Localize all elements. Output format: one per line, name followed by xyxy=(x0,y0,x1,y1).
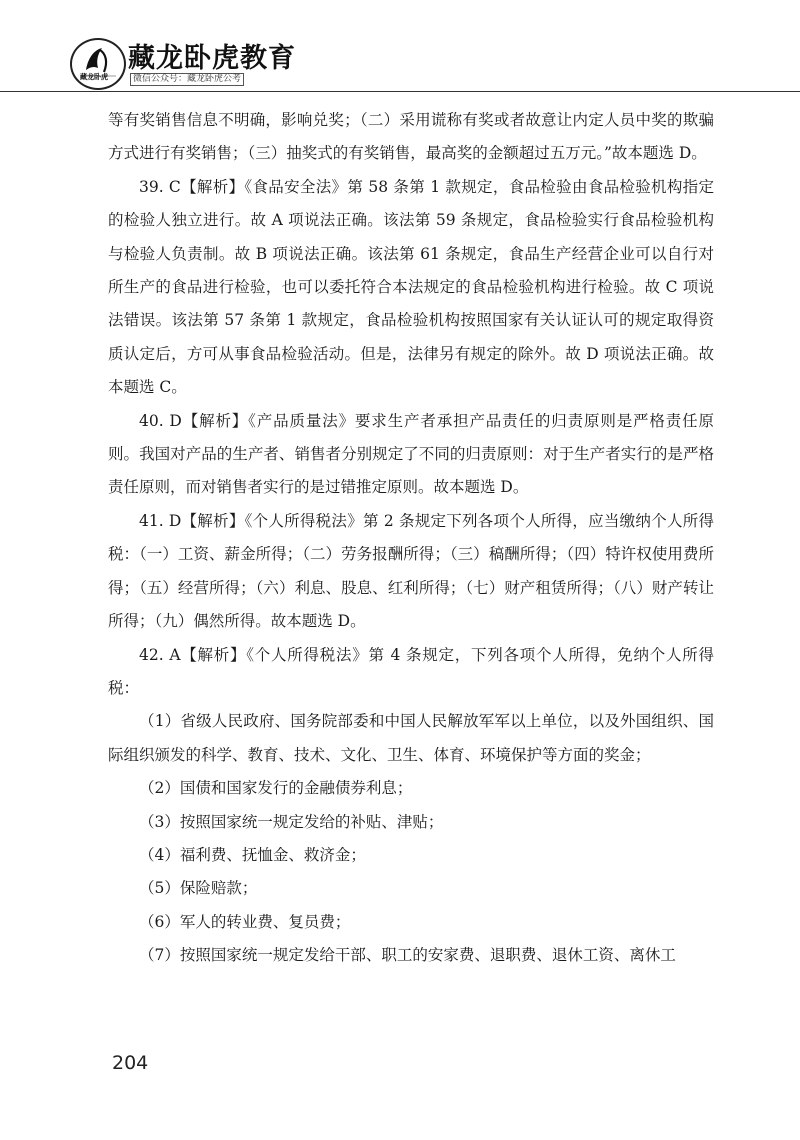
page-number: 204 xyxy=(112,1052,149,1074)
brand-slogan: 微信公众号：藏龙卧虎公考 xyxy=(130,73,244,86)
exemption-item-4: （4）福利费、抚恤金、救济金； xyxy=(139,845,366,864)
brand-name: 藏龙卧虎教育 xyxy=(128,43,296,74)
exemption-item-5: （5）保险赔款； xyxy=(139,879,258,898)
brand-logo xyxy=(70,38,126,90)
answer-42: 42. A【解析】《个人所得税法》第 4 条规定，下列各项个人所得，免纳个人所得税： xyxy=(108,645,714,697)
answer-explanations xyxy=(108,104,714,973)
paragraph-continuation: 等有奖销售信息不明确，影响兑奖；（二）采用谎称有奖或者故意让内定人员中奖的欺骗方式进行有奖销售；（三）抽奖式的有奖销售，最高奖的金额超过五万元。”故本题选 D。 xyxy=(108,111,714,163)
logo-text: 藏龙卧虎 xyxy=(80,73,108,81)
exemption-item-7: （7）按照国家统一规定发给干部、职工的安家费、退职费、退休工资、离休工 xyxy=(139,946,676,965)
exemption-item-6: （6）军人的转业费、复员费； xyxy=(139,912,351,931)
answer-41: 41. D【解析】《个人所得税法》第 2 条规定下列各项个人所得，应当缴纳个人所得税：（一）工资、薪金所得；（二）劳务报酬所得；（三）稿酬所得；（四）特许权使用费所得；（五）经营所得；（六）利息、股息、红利所得；（七）财产租赁所得；（八）财产转让所得；（九）偶然所得。故本题选 D。 xyxy=(108,511,714,631)
answer-40: 40. D【解析】《产品质量法》要求生产者承担产品责任的归责原则是严格责任原则。我国对产品的生产者、销售者分别规定了不同的归责原则：对于生产者实行的是严格责任原则，而对销售者实行的是过错推定原则。故本题选 D。 xyxy=(108,411,714,497)
exemption-item-3: （3）按照国家统一规定发给的补贴、津贴； xyxy=(139,812,444,831)
page-header xyxy=(0,0,800,92)
answer-39: 39. C【解析】《食品安全法》第 58 条第 1 款规定，食品检验由食品检验机构指定的检验人独立进行。故 A 项说法正确。该法第 59 条规定，食品检验实行食品检验机构与检验人负责制。故 B 项说法正确。该法第 61 条规定，食品生产经营企业可以自行对所生产的食品进行检验，也可以委托符合本法规定的食品检验机构进行检验。故 C 项说法错误。该法第 57 条第 1 款规定，食品检验机构按照国家有关认证认可的规定取得资质认定后，方可从事食品检验活动。但是，法律另有规定的除外。故 D 项说法正确。故本题选 C。 xyxy=(108,177,714,397)
exemption-item-1: （1）省级人民政府、国务院部委和中国人民解放军军以上单位，以及外国组织、国际组织颁发的科学、教育、技术、文化、卫生、体育、环境保护等方面的奖金； xyxy=(108,712,714,764)
header-divider xyxy=(0,91,800,92)
exemption-item-2: （2）国债和国家发行的金融债券利息； xyxy=(139,779,413,798)
